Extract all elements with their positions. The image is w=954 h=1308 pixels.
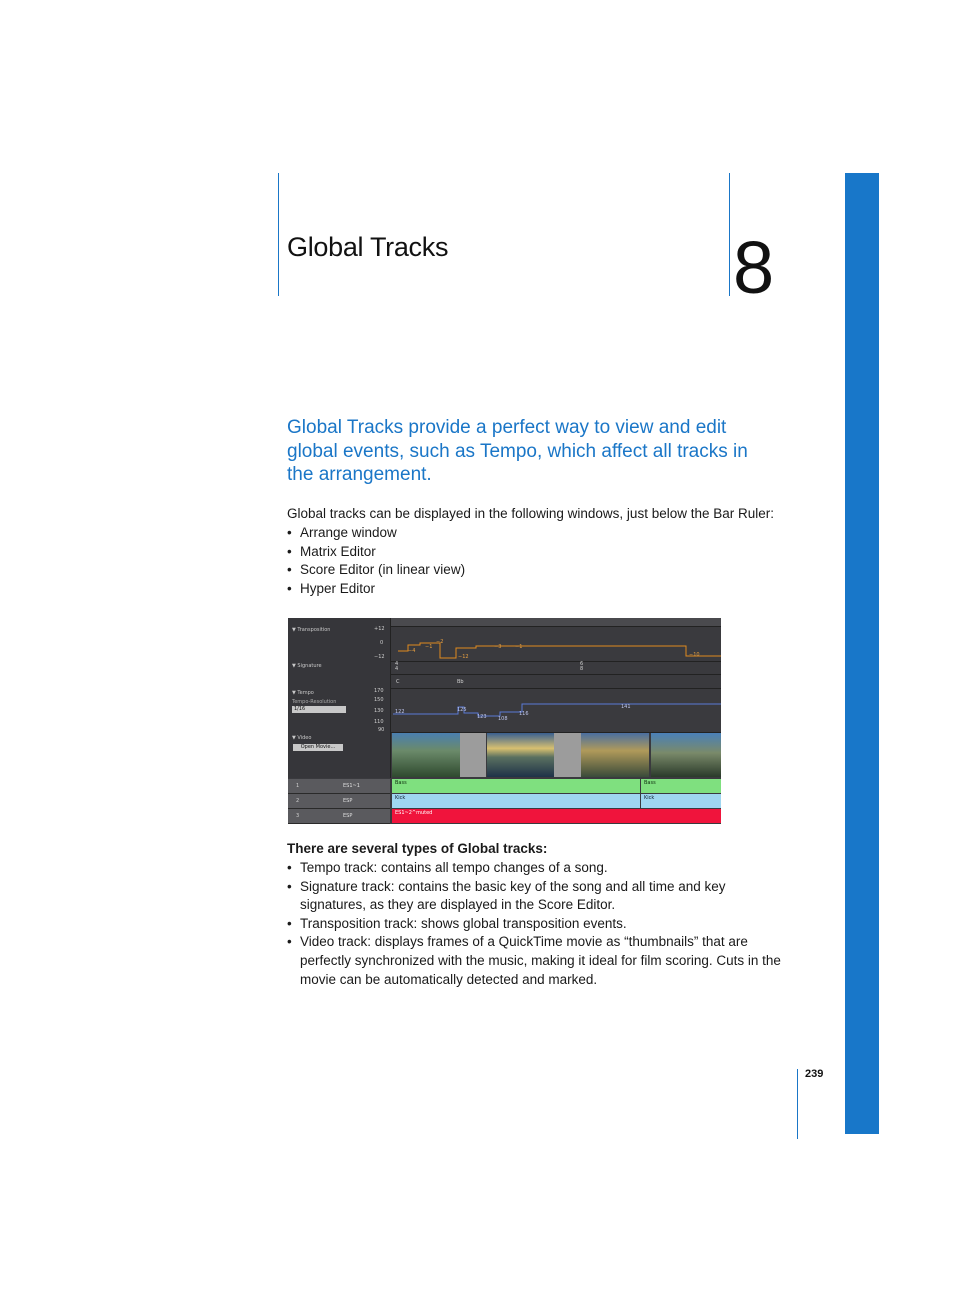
tempo-label[interactable]: ▼ Tempo (292, 690, 314, 696)
list-item: • Arrange window (287, 524, 807, 543)
tempo-value: 122 (395, 709, 405, 715)
transposition-value: −1 (515, 644, 523, 650)
transposition-label[interactable]: ▼ Transposition (292, 627, 331, 633)
time-signature: 6 8 (580, 661, 584, 672)
track-header[interactable] (288, 809, 390, 824)
region-bass[interactable] (392, 779, 640, 793)
transposition-value: −3 (494, 644, 502, 650)
list-item: • Transposition track: shows global transposition events. (287, 915, 792, 934)
track-number: 3 (296, 813, 300, 819)
video-thumbnail (581, 733, 649, 777)
tempo-resolution-label: Tempo-Resolution (292, 699, 337, 705)
video-thumbnail (460, 733, 486, 777)
video-label[interactable]: ▼ Video (292, 735, 312, 741)
scale-label: 130 (374, 708, 384, 714)
region-kick[interactable] (392, 794, 640, 808)
track-number: 2 (296, 798, 300, 804)
transposition-value: −4 (408, 648, 416, 654)
transposition-value: −2 (436, 639, 444, 645)
body-paragraph: Global tracks can be displayed in the following windows, just below the Bar Ruler: (287, 506, 775, 521)
track-types-list (287, 859, 792, 989)
region-label: Kick (644, 795, 655, 801)
track-name: ESP (343, 798, 353, 804)
video-thumbnail (651, 733, 721, 777)
title-left-rule (278, 173, 279, 296)
region-label: Bass (644, 780, 656, 786)
key-signature: Bb (457, 679, 464, 685)
page-number-rule (797, 1069, 798, 1139)
list-item: • Signature track: contains the basic key of the song and all time and key signatures, as they are displayed in the Score Editor. (287, 878, 792, 915)
tempo-value: 123 (477, 714, 487, 720)
signature-label[interactable]: ▼ Signature (292, 663, 322, 669)
tempo-value: 116 (519, 711, 529, 717)
region-muted[interactable] (392, 809, 721, 823)
scale-label: 0 (380, 640, 384, 646)
list-item: • Score Editor (in linear view) (287, 561, 807, 580)
windows-list (287, 524, 807, 598)
transposition-value: −12 (458, 654, 469, 660)
video-thumbnail (392, 733, 460, 777)
tempo-value: 125 (457, 707, 467, 713)
number-left-rule (729, 173, 730, 296)
track-header[interactable] (288, 794, 390, 809)
scale-label: 170 (374, 688, 384, 694)
region-label: Bass (395, 780, 407, 786)
time-signature: 4 4 (395, 661, 399, 672)
list-item: • Video track: displays frames of a QuickTime movie as “thumbnails” that are perfectly synchronized with the music, making it ideal for film scoring. Cuts in the movie can be automatically detected and marked. (287, 933, 792, 989)
key-signature: C (396, 679, 400, 685)
tempo-value: 108 (498, 716, 508, 722)
tempo-value: 141 (621, 704, 631, 710)
global-tracks-screenshot (288, 618, 721, 824)
page-number: 239 (805, 1068, 824, 1080)
list-item: • Hyper Editor (287, 580, 807, 599)
scale-label: 110 (374, 719, 384, 725)
transposition-value: −10 (689, 652, 700, 658)
region-label: Kick (395, 795, 406, 801)
video-thumbnail (554, 733, 581, 777)
track-header[interactable] (288, 779, 390, 794)
region-label: ES1~2^muted (395, 810, 433, 816)
types-heading: There are several types of Global tracks: (287, 841, 548, 856)
track-name: ES1~1 (343, 783, 360, 789)
chapter-number: 8 (733, 226, 775, 309)
track-name: ESP (343, 813, 353, 819)
video-thumbnail (487, 733, 554, 777)
scale-label: 150 (374, 697, 384, 703)
chapter-tab (845, 173, 879, 1134)
scale-label: +12 (374, 626, 385, 632)
scale-label: −12 (374, 654, 385, 660)
chapter-title: Global Tracks (287, 232, 449, 262)
open-movie-button[interactable]: Open Movie... (293, 744, 343, 751)
scale-label: 90 (378, 727, 385, 733)
tempo-resolution-select[interactable]: 1/16 (292, 706, 346, 713)
transposition-value: −1 (425, 644, 433, 650)
track-number: 1 (296, 783, 300, 789)
intro-paragraph: Global Tracks provide a perfect way to view and edit global events, such as Tempo, which affect all tracks in the arrangement. (287, 417, 748, 485)
list-item: • Matrix Editor (287, 543, 807, 562)
list-item: • Tempo track: contains all tempo changes of a song. (287, 859, 792, 878)
